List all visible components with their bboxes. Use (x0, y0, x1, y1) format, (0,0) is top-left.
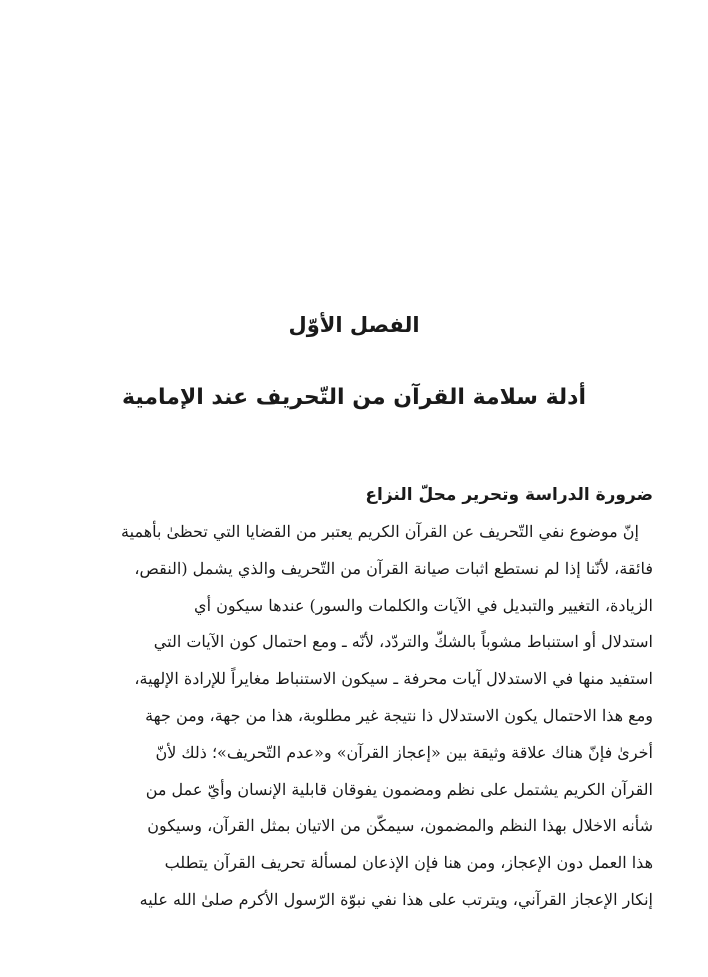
text-line: أخرىٰ فإنّ هناك علاقة وثيقة بين «إعجاز القرآن» و«عدم التّحريف»؛ ذلك لأنّ (155, 742, 653, 762)
text-line: استفيد منها في الاستدلال آيات محرفة ـ سيكون الاستنباط مغايراً للإرادة الإلهية، (134, 669, 653, 689)
body-paragraph (53, 514, 653, 919)
text-line: ومع هذا الاحتمال يكون الاستدلال ذا نتيجة غير مطلوبة، هذا من جهة، ومن جهة (145, 705, 653, 725)
chapter-title: الفصل الأوّل (288, 313, 420, 337)
text-line: شأنه الاخلال بهذا النظم والمضمون، سيمكّن من الاتيان بمثل القرآن، وسيكون (147, 816, 653, 836)
text-line: إنكار الإعجاز القرآني، ويترتب على هذا نفي نبوّة الرّسول الأكرم صلىٰ الله عليه (139, 889, 653, 909)
text-line: القرآن الكريم يشتمل على نظم ومضمون يفوقان قابلية الإنسان وأيّ عمل من (145, 779, 653, 799)
text-line: هذا العمل دون الإعجاز، ومن هنا فإن الإذعان لمسألة تحريف القرآن يتطلب (164, 853, 653, 873)
section-heading: ضرورة الدراسة وتحرير محلّ النزاع (365, 485, 653, 505)
text-line: إنّ موضوع نفي التّحريف عن القرآن الكريم يعتبر من القضايا التي تحظىٰ بأهمية (121, 522, 639, 541)
text-line: فائقة، لأنّنا إذا لم نستطع اثبات صيانة القرآن من التّحريف والذي يشمل (النقص، (134, 558, 653, 578)
text-line: استدلال أو استنباط مشوباً بالشكّ والتردّد، لأنّه ـ ومع احتمال كون الآيات التي (153, 632, 653, 652)
text-line: الزيادة، التغيير والتبديل في الآيات والكلمات والسور) عندها سيكون أي (194, 595, 653, 615)
chapter-subtitle: أدلة سلامة القرآن من التّحريف عند الإمامية (122, 385, 586, 410)
